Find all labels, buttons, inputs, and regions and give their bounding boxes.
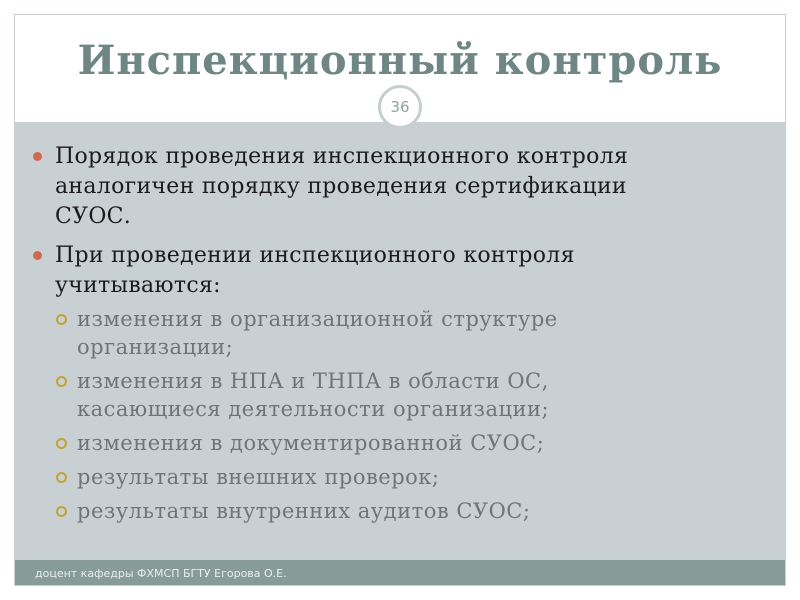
sub-bullet-ring-icon <box>56 314 67 325</box>
bullet-item <box>31 142 765 232</box>
sub-bullet-ring-icon <box>56 376 67 387</box>
sub-bullet-item <box>31 305 765 361</box>
sub-bullet-line: результаты внутренних аудитов СУОС; <box>77 499 531 523</box>
footer-author: доцент кафедры ФХМСП БГТУ Егорова О.Е. <box>35 567 287 580</box>
sub-bullet-line: результаты внешних проверок; <box>77 465 440 489</box>
bullet-dot-icon <box>33 152 42 161</box>
footer-bar <box>15 560 785 586</box>
sub-bullet-line: изменения в НПА и ТНПА в области ОС, <box>77 369 549 393</box>
bullet-line: При проведении инспекционного контроля <box>55 243 575 268</box>
bullet-line: СУОС. <box>55 204 132 229</box>
sub-bullet-ring-icon <box>56 472 67 483</box>
sub-bullet-line: касающиеся деятельности организации; <box>77 397 550 421</box>
content-area <box>15 122 785 560</box>
sub-bullet-ring-icon <box>56 438 67 449</box>
sub-bullet-line: изменения в организационной структуре <box>77 307 558 331</box>
sub-bullet-item <box>31 463 765 491</box>
sub-bullet-line: организации; <box>77 335 234 359</box>
page-number: 36 <box>390 98 410 116</box>
sub-bullet-item <box>31 429 765 457</box>
bullet-line: учитываются: <box>55 273 221 298</box>
sub-bullet-ring-icon <box>56 506 67 517</box>
bullet-item <box>31 241 765 301</box>
slide <box>14 14 786 586</box>
sub-bullet-item <box>31 497 765 525</box>
sub-bullet-item <box>31 367 765 423</box>
page-number-badge <box>378 85 422 129</box>
bullet-line: аналогичен порядку проведения сертификации <box>55 174 627 199</box>
sub-bullet-line: изменения в документированной СУОС; <box>77 431 545 455</box>
bullet-list <box>31 142 765 531</box>
bullet-line: Порядок проведения инспекционного контроля <box>55 144 629 169</box>
bullet-dot-icon <box>33 251 42 260</box>
slide-title: Инспекционный контроль <box>77 37 723 84</box>
